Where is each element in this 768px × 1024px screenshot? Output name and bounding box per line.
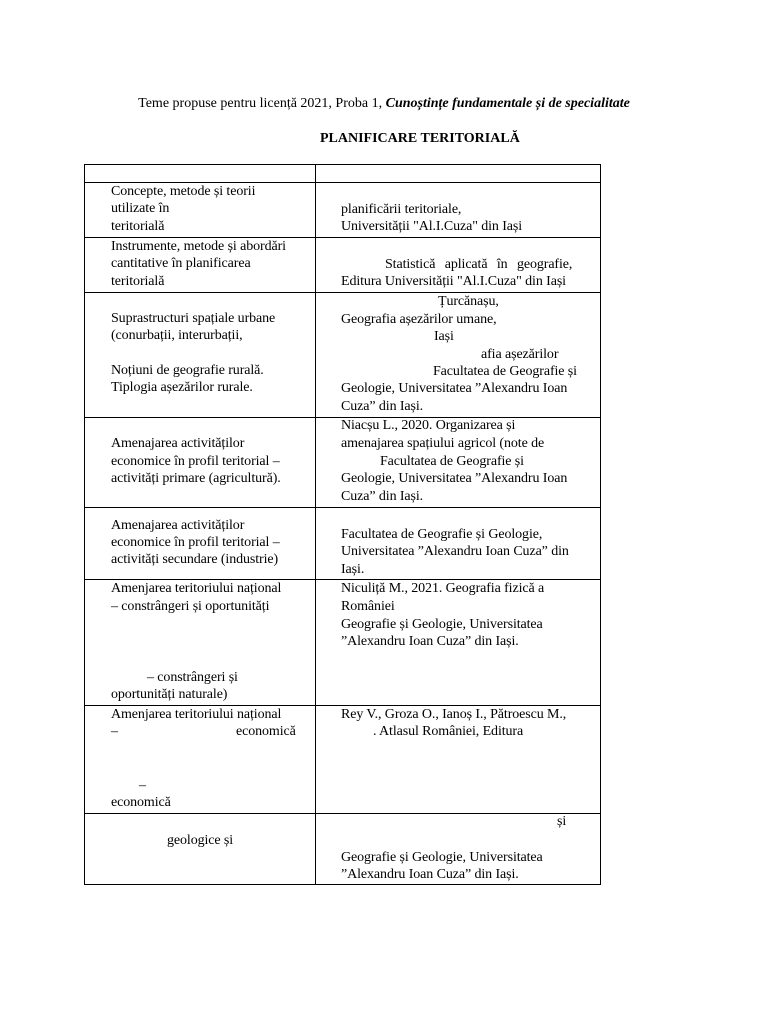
table-cell-topic: economice în profil teritorial –	[111, 535, 280, 550]
table-cell-reference: Cuza” din Iași.	[341, 399, 424, 414]
table-cell-topic: Noțiuni de geografie rurală.	[111, 363, 264, 378]
table-cell-reference: Statistică aplicată în geografie,	[385, 257, 573, 272]
table-cell-reference: Cuza” din Iași.	[341, 489, 424, 504]
table-cell-reference: Geografia așezărilor umane,	[341, 312, 497, 327]
table-cell-topic: Instrumente, metode și abordări	[111, 239, 286, 254]
table-cell-topic: – constrângeri și	[147, 670, 238, 685]
column-divider	[315, 165, 316, 884]
table-cell-reference: ”Alexandru Ioan Cuza” din Iași.	[341, 867, 519, 882]
table-cell-reference: ”Alexandru Ioan Cuza” din Iași.	[341, 634, 519, 649]
table-cell-reference: . Atlasul României, Editura	[373, 724, 524, 739]
table-cell-reference: afia așezărilor	[481, 347, 559, 362]
table-cell-reference: Iași.	[341, 562, 365, 577]
table-cell-reference: Editura Universității "Al.I.Cuza" din Iași	[341, 274, 566, 289]
table-cell-reference: Geologie, Universitatea ”Alexandru Ioan	[341, 381, 568, 396]
table-cell-reference: și	[557, 814, 567, 829]
table-cell-topic: activități primare (agricultură).	[111, 471, 281, 486]
table-row-divider	[85, 292, 600, 293]
table-cell-topic: (conurbații, interurbații,	[111, 328, 243, 343]
table-cell-reference: Facultatea de Geografie și	[433, 364, 577, 379]
table-cell-reference: României	[341, 599, 395, 614]
table-cell-topic: Amenajarea activităților	[111, 518, 245, 533]
table-cell-topic: Tiplogia așezărilor rurale.	[111, 380, 253, 395]
header-emphasis: Cunoștințe fundamentale și de specialitate	[385, 96, 630, 111]
table-cell-reference: amenajarea spațiului agricol (note de	[341, 436, 545, 451]
table-cell-topic: economică	[236, 724, 296, 739]
topics-table	[84, 164, 601, 885]
table-cell-topic: –	[139, 778, 146, 793]
table-cell-topic: economice în profil teritorial –	[111, 454, 280, 469]
table-cell-topic: –	[111, 724, 118, 739]
table-cell-topic: activități secundare (industrie)	[111, 552, 279, 567]
document-title: PLANIFICARE TERITORIALĂ	[320, 131, 520, 146]
table-cell-topic: Amenajarea activităților	[111, 436, 245, 451]
table-cell-topic: economică	[111, 795, 171, 810]
table-cell-reference: Geografie și Geologie, Universitatea	[341, 850, 543, 865]
table-cell-topic: teritorială	[111, 219, 165, 234]
table-cell-reference: Geologie, Universitatea ”Alexandru Ioan	[341, 471, 568, 486]
table-cell-reference: Niculiță M., 2021. Geografia fizică a	[341, 581, 545, 596]
table-cell-reference: Universității "Al.I.Cuza" din Iași	[341, 219, 523, 234]
table-cell-reference: Țurcănașu,	[438, 294, 499, 309]
table-cell-topic: – constrângeri și oportunități	[111, 599, 270, 614]
table-cell-reference: Facultatea de Geografie și Geologie,	[341, 527, 543, 542]
table-cell-reference: Universitatea ”Alexandru Ioan Cuza” din	[341, 544, 569, 559]
table-cell-reference: planificării teritoriale,	[341, 202, 462, 217]
table-cell-reference: Facultatea de Geografie și	[380, 454, 524, 469]
table-cell-topic: geologice și	[167, 833, 234, 848]
table-cell-reference: Rey V., Groza O., Ianoș I., Pătroescu M.,	[341, 707, 567, 722]
table-cell-topic: oportunități naturale)	[111, 687, 228, 702]
table-cell-topic: teritorială	[111, 274, 165, 289]
header-prefix: Teme propuse pentru licență 2021, Proba 1,	[138, 96, 386, 111]
table-cell-topic: utilizate în	[111, 201, 170, 216]
table-row-divider	[85, 813, 600, 814]
table-cell-topic: Amenjarea teritoriului național	[111, 581, 282, 596]
table-cell-topic: Suprastructuri spațiale urbane	[111, 311, 276, 326]
table-cell-reference: Geografie și Geologie, Universitatea	[341, 617, 543, 632]
table-cell-topic: cantitative în planificarea	[111, 256, 251, 271]
table-cell-reference: Niacșu L., 2020. Organizarea și	[341, 418, 516, 433]
table-cell-reference: Iași	[434, 329, 454, 344]
table-cell-topic: Amenjarea teritoriului național	[111, 707, 282, 722]
table-row-divider	[85, 507, 600, 508]
document-header	[0, 95, 768, 113]
table-cell-topic: Concepte, metode și teorii	[111, 184, 256, 199]
